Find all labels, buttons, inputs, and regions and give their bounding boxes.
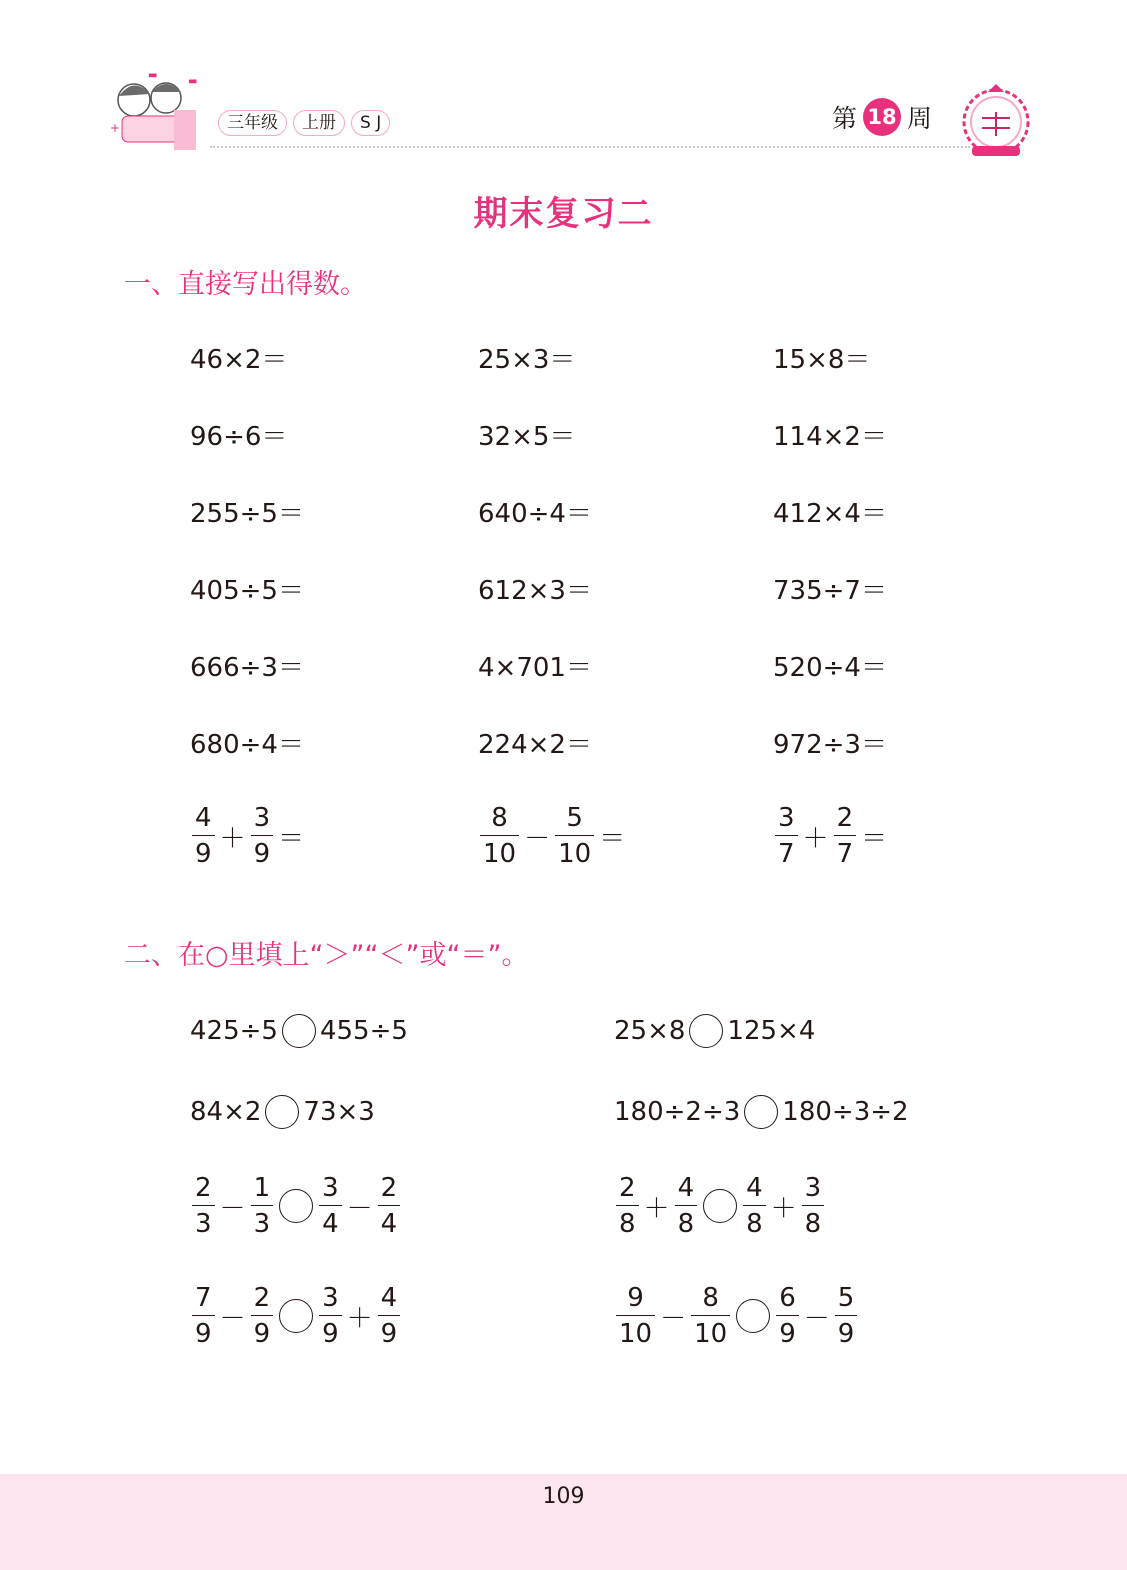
operator: － [346,1193,373,1224]
operator: ＋ [346,1303,373,1334]
operator: ＋ [643,1193,670,1224]
operator: － [524,823,551,854]
fraction-bar [192,1205,215,1206]
operator: － [219,1193,246,1224]
fraction [802,1175,825,1237]
compare-fraction-expression [190,1173,402,1239]
fraction-bar [378,1315,401,1316]
operator: ＋ [802,823,829,854]
equals-sign: ＝ [861,823,888,854]
fraction [616,1175,639,1237]
fraction-denominator: 7 [778,839,795,869]
fraction-numerator: 3 [322,1283,339,1313]
calc-expression: 640÷4＝ [478,498,592,529]
fraction-numerator: 2 [836,803,854,833]
svg-text:▬: ▬ [188,76,198,87]
fraction-numerator: 3 [253,803,271,833]
fraction [776,1285,799,1347]
fraction-numerator: 9 [627,1283,644,1313]
fraction-numerator: 8 [702,1283,719,1313]
edition-tag: S J [351,110,390,136]
svg-text:+: + [110,121,121,135]
brand-seal-icon [960,82,1034,160]
fraction-numerator: 3 [778,803,795,833]
right-expression: 73×3 [303,1097,375,1127]
fraction-expression [478,803,628,869]
fraction-denominator: 9 [322,1319,339,1349]
equals-sign: ＝ [599,823,626,854]
calc-expression: 520÷4＝ [773,652,887,683]
fraction-bar [776,1315,799,1316]
calc-expression: 666÷3＝ [190,652,304,683]
fraction-numerator: 2 [380,1173,398,1203]
fraction-denominator: 9 [837,1319,855,1349]
fraction-bar [319,1205,342,1206]
fraction-numerator: 8 [491,803,508,833]
fraction-bar [480,835,519,836]
left-expression: 84×2 [190,1097,262,1127]
operator: ＋ [770,1193,797,1224]
fraction-denominator: 9 [253,1319,271,1349]
fraction-numerator: 1 [253,1173,271,1203]
fraction-numerator: 2 [619,1173,636,1203]
fraction-denominator: 3 [195,1209,212,1239]
compare-fraction-expression [614,1283,859,1349]
calc-expression: 405÷5＝ [190,575,304,606]
fraction-bar [378,1205,401,1206]
fraction [835,1285,858,1347]
comparison-circle[interactable] [282,1014,316,1048]
kids-illustration [104,70,208,156]
left-expression: 180÷2÷3 [614,1097,741,1127]
fraction [192,1285,215,1347]
comparison-circle[interactable] [703,1189,737,1223]
operator: － [803,1303,830,1334]
fraction [834,805,857,867]
fraction-bar [802,1205,825,1206]
fraction [616,1285,655,1347]
fraction-bar [251,1315,274,1316]
week-indicator [832,98,932,136]
right-expression: 125×4 [727,1016,816,1046]
fraction-bar [834,835,857,836]
calc-expression: 680÷4＝ [190,729,304,760]
fraction-denominator: 8 [804,1209,822,1239]
fraction [251,1175,274,1237]
fraction [378,1175,401,1237]
comparison-circle[interactable] [265,1095,299,1129]
week-number-badge: 18 [863,98,901,136]
calc-expression: 4×701＝ [478,652,592,683]
fraction-denominator: 3 [253,1209,271,1239]
fraction-denominator: 8 [619,1209,636,1239]
grade-tag: 三年级 [218,110,287,136]
calc-expression: 96÷6＝ [190,421,288,452]
comparison-circle[interactable] [744,1095,778,1129]
calc-expression: 255÷5＝ [190,498,304,529]
fraction-denominator: 4 [322,1209,339,1239]
fraction [319,1175,342,1237]
fraction-bar [691,1315,730,1316]
operator: ＋ [219,823,246,854]
comparison-circle[interactable] [279,1299,313,1333]
left-expression: 25×8 [614,1016,686,1046]
operator: － [219,1303,246,1334]
fraction-numerator: 3 [804,1173,822,1203]
fraction-bar [192,1315,215,1316]
calc-expression: 15×8＝ [773,344,871,375]
fraction-numerator: 4 [746,1173,763,1203]
fraction-denominator: 10 [619,1319,653,1349]
week-prefix: 第 [832,104,858,133]
fraction [251,805,274,867]
fraction-denominator: 9 [195,1319,212,1349]
fraction [675,1175,698,1237]
fraction-denominator: 9 [195,839,212,869]
right-expression: 455÷5 [319,1016,408,1046]
comparison-circle[interactable] [736,1299,770,1333]
calc-expression: 224×2＝ [478,729,592,760]
grade-tags [218,110,390,136]
fraction [378,1285,401,1347]
comparison-circle[interactable] [689,1014,723,1048]
fraction-numerator: 3 [322,1173,339,1203]
page-title: 期末复习二 [473,194,654,234]
fraction-expression [773,803,890,869]
fraction-denominator: 10 [483,839,517,869]
compare-fraction-expression [190,1283,402,1349]
fraction [192,1175,215,1237]
fraction-bar [835,1315,858,1316]
fraction [480,805,519,867]
fraction [192,805,215,867]
calc-expression: 412×4＝ [773,498,887,529]
fraction-numerator: 2 [195,1173,212,1203]
right-expression: 180÷3÷2 [782,1097,909,1127]
fraction [775,805,798,867]
week-suffix: 周 [907,104,933,133]
fraction-bar [251,1205,274,1206]
fraction-denominator: 8 [677,1209,695,1239]
fraction-numerator: 2 [253,1283,271,1313]
fraction-bar [251,835,274,836]
fraction-denominator: 10 [558,839,592,869]
fraction-denominator: 9 [779,1319,796,1349]
fraction-denominator: 4 [380,1209,398,1239]
header-divider [210,146,970,148]
fraction-numerator: 4 [677,1173,695,1203]
fraction-denominator: 8 [746,1209,763,1239]
section1-heading: 一、直接写出得数。 [124,269,367,300]
calc-expression: 25×3＝ [478,344,576,375]
comparison-circle[interactable] [279,1189,313,1223]
calc-expression: 32×5＝ [478,421,576,452]
compare-expression [190,1001,408,1061]
calc-expression: 612×3＝ [478,575,592,606]
operator: － [660,1303,687,1334]
fraction-bar [616,1205,639,1206]
fraction-bar [616,1315,655,1316]
fraction [691,1285,730,1347]
fraction [555,805,594,867]
fraction-numerator: 5 [837,1283,855,1313]
fraction-bar [675,1205,698,1206]
fraction [743,1175,766,1237]
fraction-numerator: 5 [566,803,583,833]
calc-expression: 735÷7＝ [773,575,887,606]
fraction-bar [775,835,798,836]
calc-expression: 46×2＝ [190,344,288,375]
fraction-numerator: 6 [779,1283,796,1313]
fraction-numerator: 4 [380,1283,398,1313]
left-expression: 425÷5 [190,1016,278,1046]
compare-expression [190,1082,375,1142]
svg-text:▬: ▬ [148,70,158,81]
page-number: 109 [542,1484,585,1509]
section2-heading: 二、在○里填上“＞”“＜”或“＝”。 [124,940,529,971]
compare-expression [614,1082,909,1142]
fraction-numerator: 7 [195,1283,212,1313]
equals-sign: ＝ [278,823,305,854]
fraction-bar [319,1315,342,1316]
fraction-numerator: 4 [195,803,212,833]
fraction [251,1285,274,1347]
fraction-bar [192,835,215,836]
fraction-denominator: 9 [380,1319,398,1349]
fraction-denominator: 9 [253,839,271,869]
fraction [319,1285,342,1347]
calc-expression: 114×2＝ [773,421,887,452]
volume-tag: 上册 [293,110,345,136]
fraction-denominator: 10 [694,1319,728,1349]
calc-expression: 972÷3＝ [773,729,887,760]
compare-expression [614,1001,815,1061]
fraction-expression [190,803,307,869]
fraction-bar [555,835,594,836]
compare-fraction-expression [614,1173,826,1239]
fraction-denominator: 7 [836,839,854,869]
fraction-bar [743,1205,766,1206]
